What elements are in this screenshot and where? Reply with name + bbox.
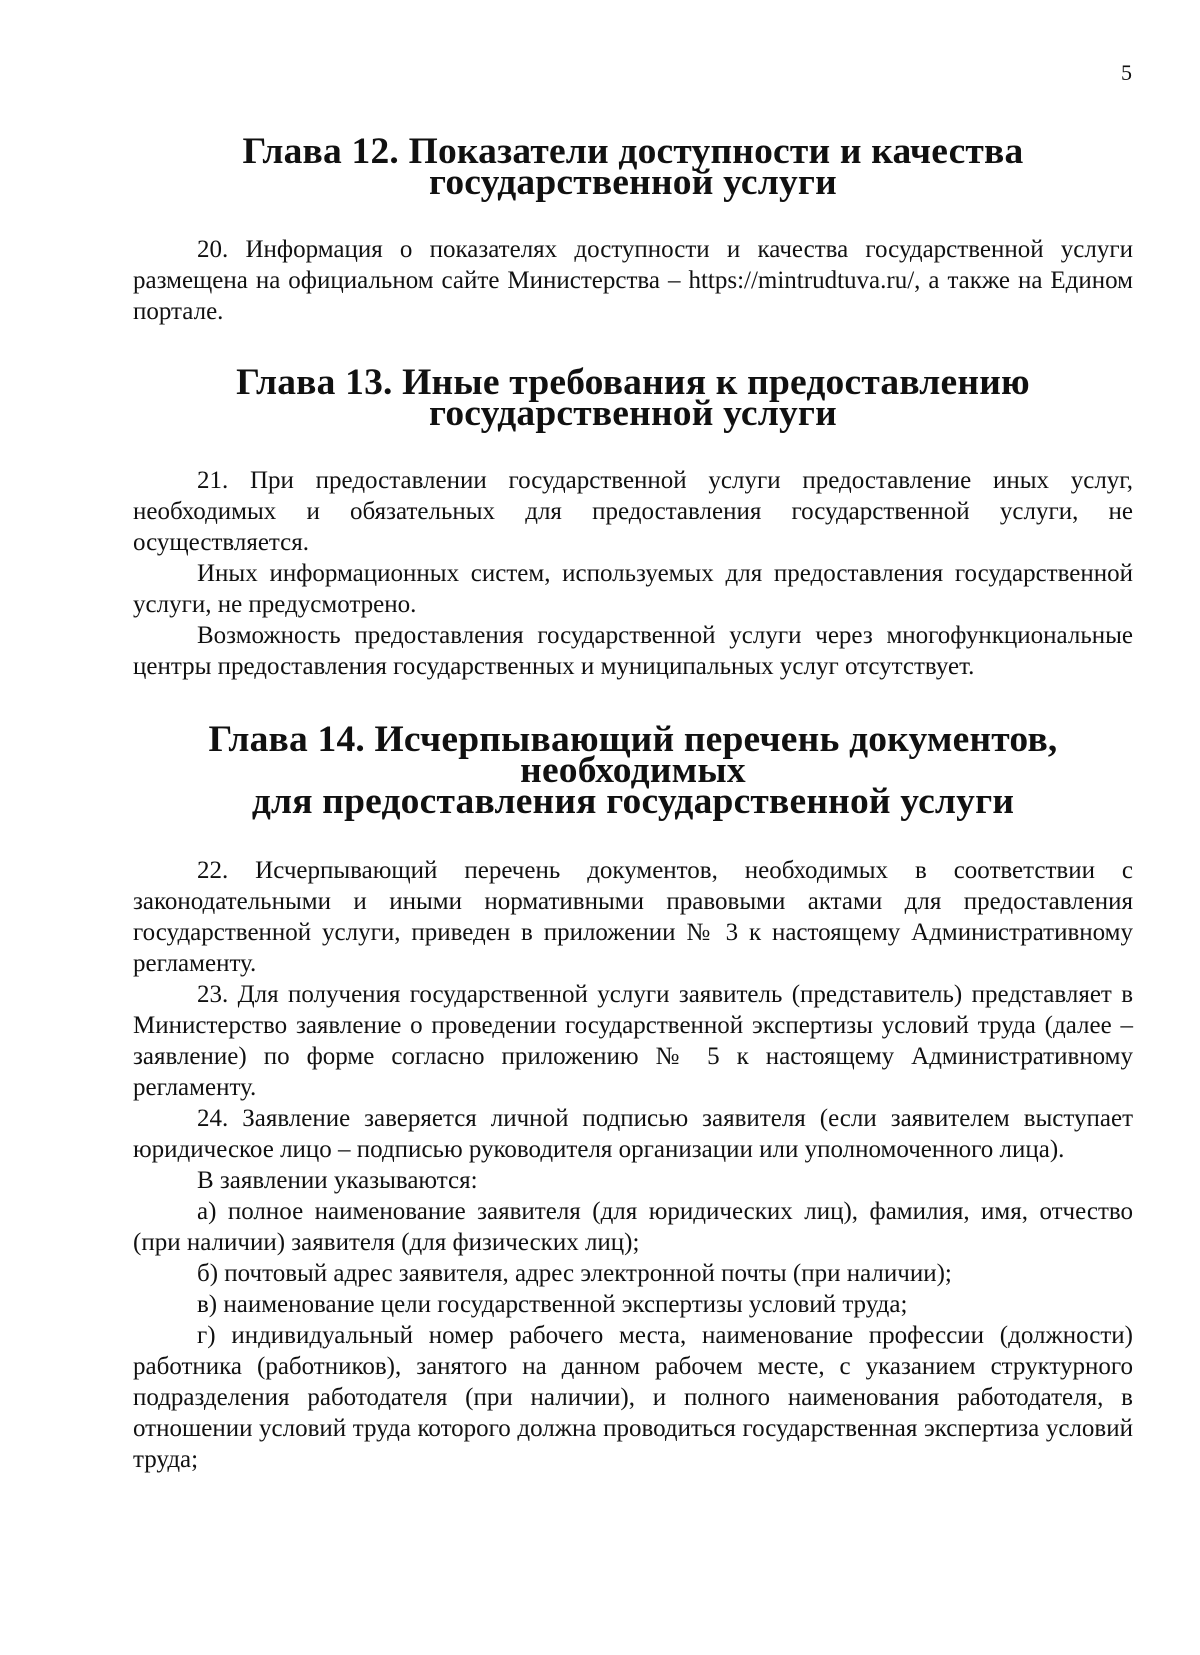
- chapter-12-title-line-1: Глава 12. Показатели доступности и качества: [242, 131, 1024, 172]
- chapter-14-title-line-1: Глава 14. Исчерпывающий перечень документов, необходимых: [208, 719, 1058, 791]
- chapter-14-title-line-2: для предоставления государственной услуги: [251, 781, 1015, 822]
- chapter-13-title-line-1: Глава 13. Иные требования к предоставлению: [236, 362, 1030, 403]
- paragraph-21-systems: Иных информационных систем, используемых для предоставления государственной услуги, не предусмотрено.: [133, 560, 1133, 618]
- paragraph-24-intro: В заявлении указываются:: [197, 1167, 478, 1194]
- chapter-14-heading: [133, 719, 1133, 822]
- paragraph-23: 23. Для получения государственной услуги заявитель (представитель) представляет в Министерство заявление о проведении государственной экспертизы условий труда (далее – заявление) по форме согласно приложению № 5 к настоящему Административному регламенту.: [133, 981, 1133, 1101]
- list-item-b: б) почтовый адрес заявителя, адрес электронной почты (при наличии);: [197, 1260, 952, 1287]
- paragraph-21: 21. При предоставлении государственной услуги предоставление иных услуг, необходимых и обязательных для предоставления государственной услуги, не осуществляется.: [133, 467, 1133, 556]
- chapter-13-heading: [133, 362, 1133, 434]
- paragraph-21-mfc: Возможность предоставления государственной услуги через многофункциональные центры предоставления государственных и муниципальных услуг отсутствует.: [133, 622, 1133, 680]
- paragraph-22: 22. Исчерпывающий перечень документов, необходимых в соответствии с законодательными и иными нормативными правовыми актами для предоставления государственной услуги, приведен в приложении № 3 к настоящему Административному регламенту.: [133, 857, 1133, 977]
- page-number: 5: [1121, 60, 1132, 85]
- list-item-v: в) наименование цели государственной экспертизы условий труда;: [197, 1291, 908, 1318]
- chapter-13-title-line-2: государственной услуги: [429, 393, 837, 434]
- list-item-a: а) полное наименование заявителя (для юридических лиц), фамилия, имя, отчество (при наличии) заявителя (для физических лиц);: [133, 1198, 1133, 1256]
- paragraph-24: 24. Заявление заверяется личной подписью заявителя (если заявителем выступает юридическое лицо – подписью руководителя организации или уполномоченного лица).: [133, 1105, 1133, 1163]
- chapter-12-title-line-2: государственной услуги: [429, 162, 837, 203]
- document-body: [133, 131, 1133, 1475]
- list-item-g: г) индивидуальный номер рабочего места, наименование профессии (должности) работника (работников), занятого на данном рабочем месте, с указанием структурного подразделения работодателя (при наличии), и полного наименования работодателя, в отношении условий труда которого должна проводиться государственная экспертиза условий труда;: [133, 1322, 1133, 1473]
- paragraph-20: 20. Информация о показателях доступности и качества государственной услуги размещена на официальном сайте Министерства – https://mintrudtuva.ru/, а также на Едином портале.: [133, 236, 1133, 325]
- chapter-12-heading: [133, 131, 1133, 203]
